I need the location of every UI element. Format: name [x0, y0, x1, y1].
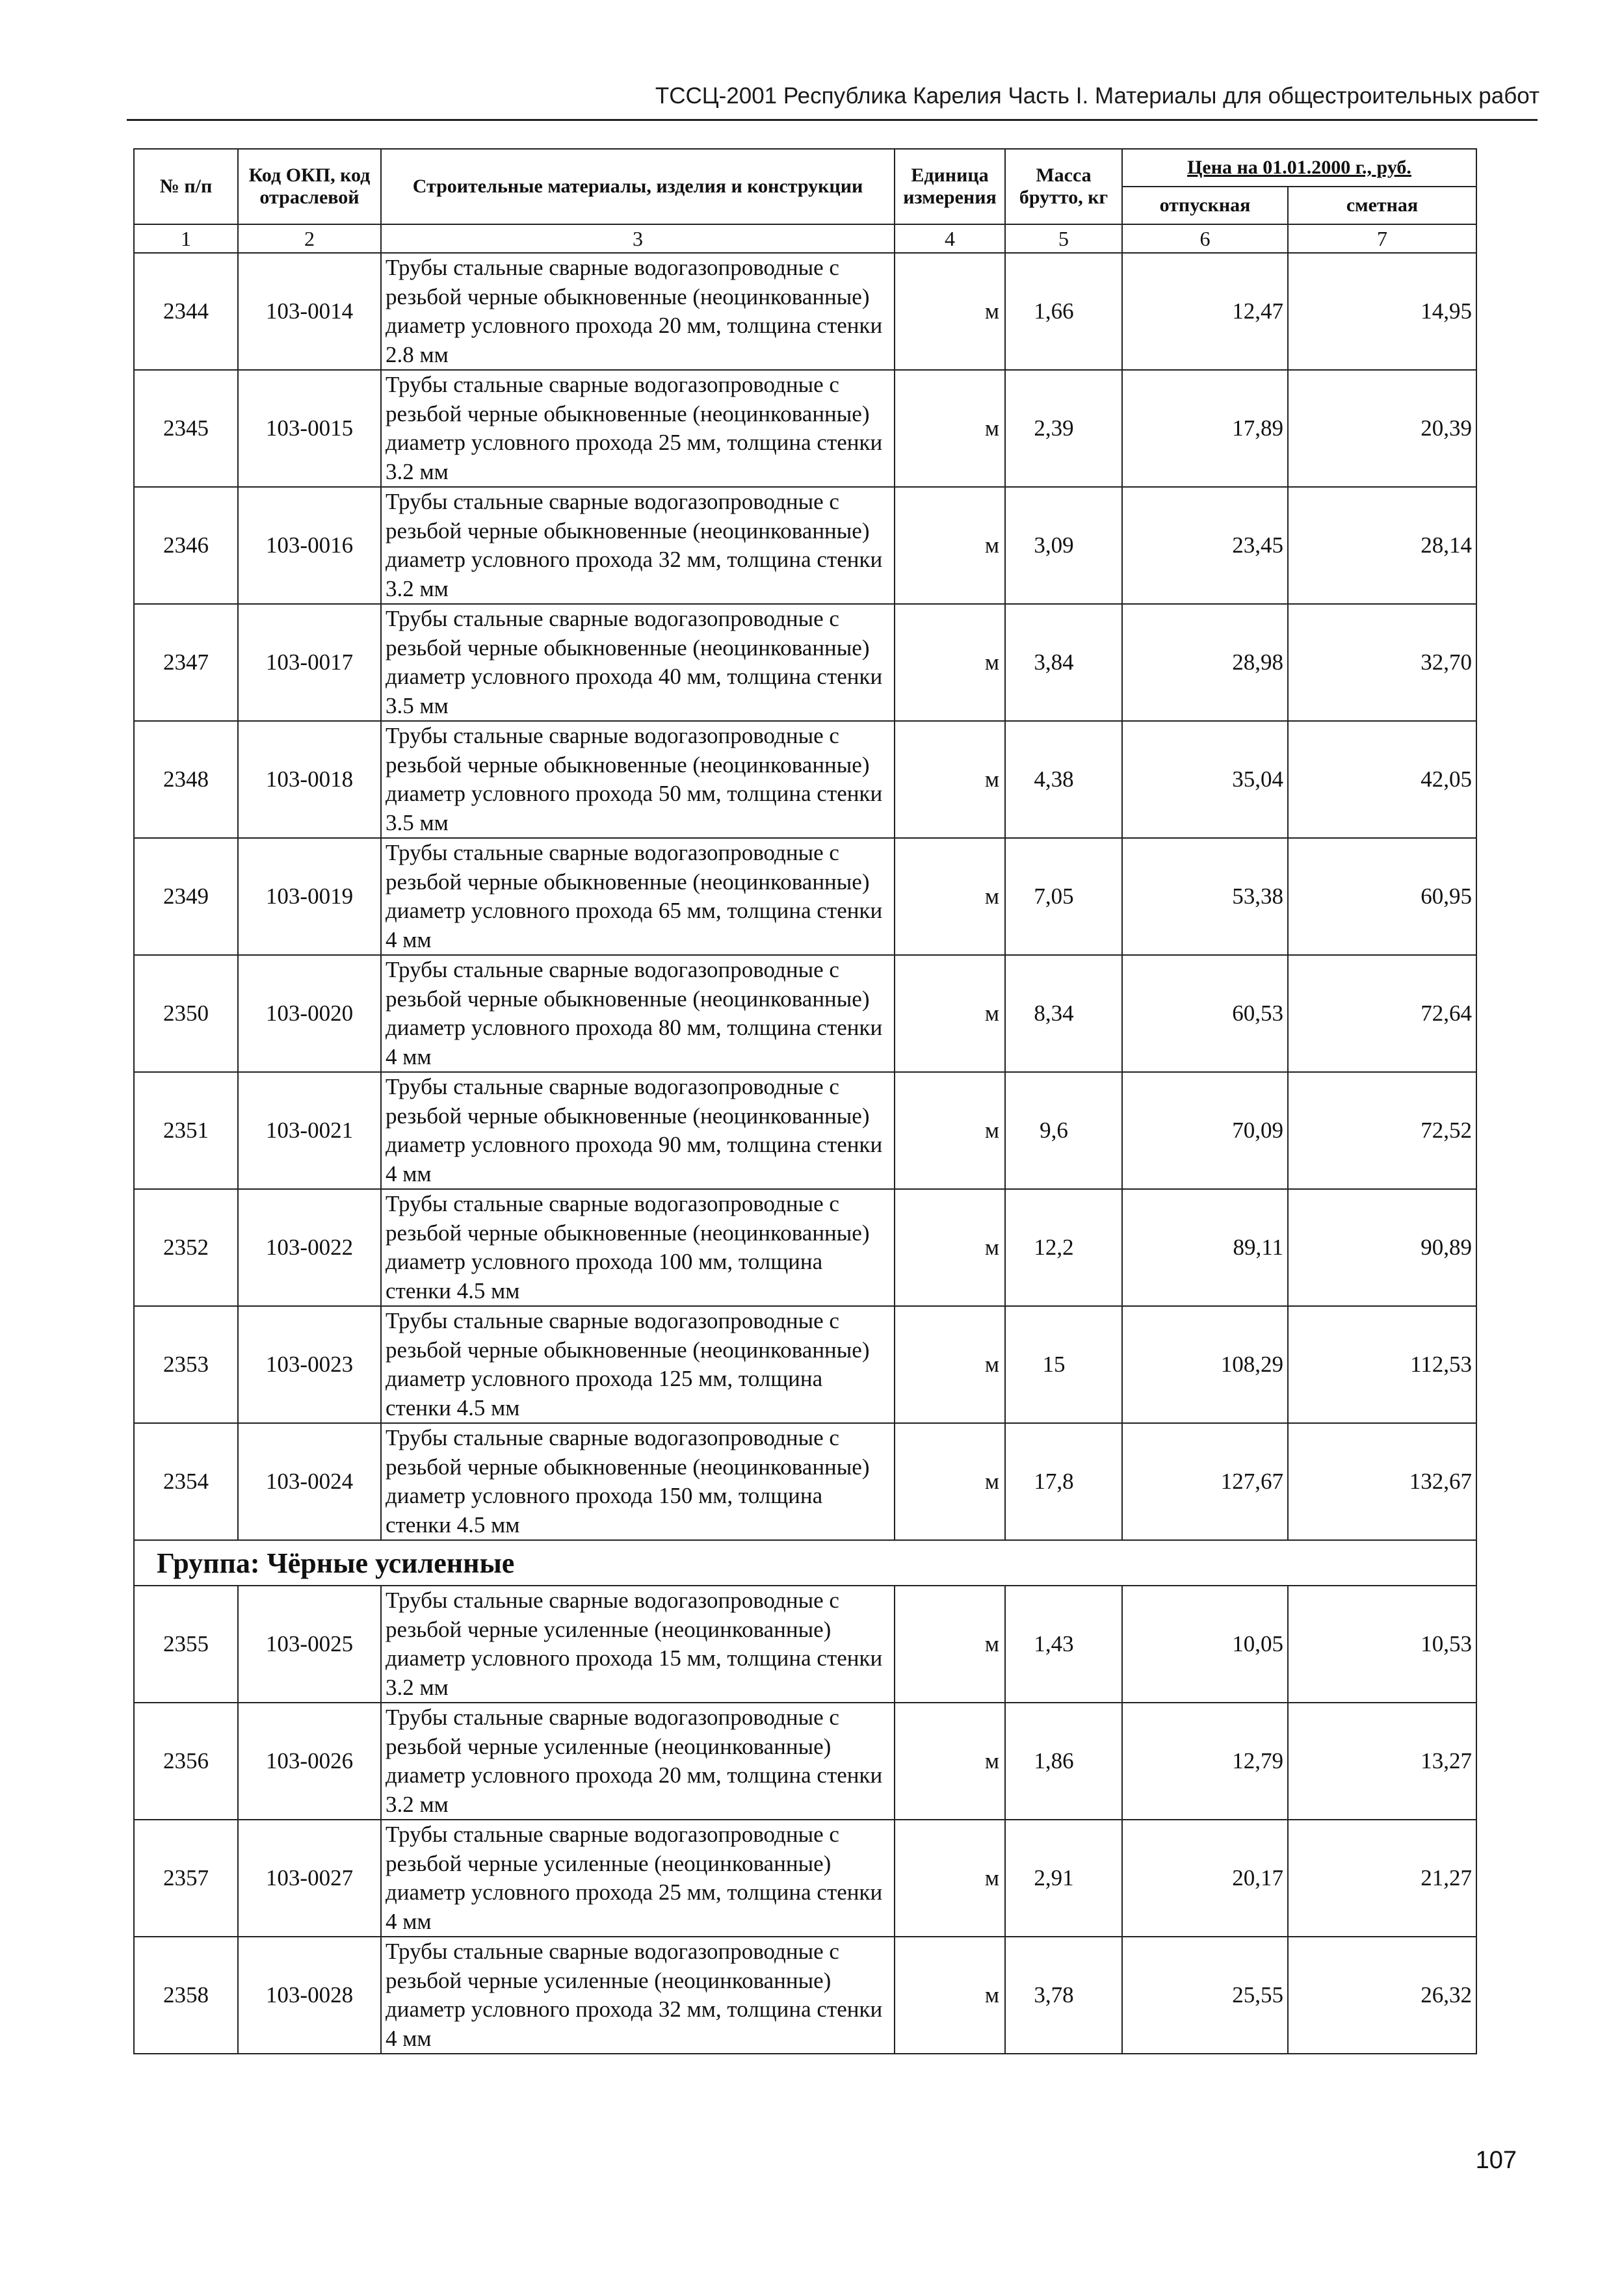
row-number: 2349	[134, 838, 238, 955]
unit-of-measure: м	[895, 604, 1005, 721]
estimate-price: 90,89	[1288, 1189, 1476, 1306]
table-row	[134, 1189, 1476, 1306]
header-code: Код ОКП, код отраслевой	[238, 149, 381, 224]
table-row	[134, 604, 1476, 721]
estimate-price: 112,53	[1288, 1306, 1476, 1423]
gross-mass: 4,38	[1005, 721, 1122, 838]
header-price-release: отпускная	[1122, 187, 1288, 224]
unit-of-measure: м	[895, 1423, 1005, 1540]
header-price-group: Цена на 01.01.2000 г., руб.	[1122, 149, 1476, 187]
release-price: 127,67	[1122, 1423, 1288, 1540]
unit-of-measure: м	[895, 1937, 1005, 2054]
page-number: 107	[1475, 2147, 1517, 2174]
material-description: Трубы стальные сварные водогазопроводные с резьбой черные обыкновенные (неоцинкованные) диаметр условного прохода 80 мм, толщина стенки 4 мм	[381, 955, 895, 1072]
estimate-price: 10,53	[1288, 1586, 1476, 1703]
column-number: 2	[238, 224, 381, 253]
okp-code: 103-0019	[238, 838, 381, 955]
table-row	[134, 1423, 1476, 1540]
row-number: 2355	[134, 1586, 238, 1703]
okp-code: 103-0028	[238, 1937, 381, 2054]
running-header: ТССЦ-2001 Республика Карелия Часть I. Материалы для общестроительных работ	[655, 83, 1539, 109]
table-row	[134, 1937, 1476, 2054]
okp-code: 103-0022	[238, 1189, 381, 1306]
release-price: 10,05	[1122, 1586, 1288, 1703]
okp-code: 103-0025	[238, 1586, 381, 1703]
price-table	[133, 148, 1477, 2054]
material-description: Трубы стальные сварные водогазопроводные с резьбой черные усиленные (неоцинкованные) диаметр условного прохода 25 мм, толщина стенки 4 мм	[381, 1820, 895, 1937]
gross-mass: 8,34	[1005, 955, 1122, 1072]
material-description: Трубы стальные сварные водогазопроводные с резьбой черные усиленные (неоцинкованные) диаметр условного прохода 15 мм, толщина стенки 3.2 мм	[381, 1586, 895, 1703]
table-row	[134, 1820, 1476, 1937]
release-price: 89,11	[1122, 1189, 1288, 1306]
estimate-price: 26,32	[1288, 1937, 1476, 2054]
release-price: 108,29	[1122, 1306, 1288, 1423]
estimate-price: 32,70	[1288, 604, 1476, 721]
gross-mass: 12,2	[1005, 1189, 1122, 1306]
header-num: № п/п	[134, 149, 238, 224]
gross-mass: 3,84	[1005, 604, 1122, 721]
material-description: Трубы стальные сварные водогазопроводные с резьбой черные обыкновенные (неоцинкованные) диаметр условного прохода 150 мм, толщина стенки 4.5 мм	[381, 1423, 895, 1540]
gross-mass: 3,78	[1005, 1937, 1122, 2054]
release-price: 28,98	[1122, 604, 1288, 721]
okp-code: 103-0018	[238, 721, 381, 838]
okp-code: 103-0015	[238, 370, 381, 487]
gross-mass: 17,8	[1005, 1423, 1122, 1540]
row-number: 2348	[134, 721, 238, 838]
okp-code: 103-0026	[238, 1703, 381, 1820]
material-description: Трубы стальные сварные водогазопроводные с резьбой черные обыкновенные (неоцинкованные) диаметр условного прохода 20 мм, толщина стенки 2.8 мм	[381, 253, 895, 370]
table-row	[134, 721, 1476, 838]
rows-before-group	[134, 253, 1476, 1540]
unit-of-measure: м	[895, 253, 1005, 370]
row-number: 2353	[134, 1306, 238, 1423]
estimate-price: 42,05	[1288, 721, 1476, 838]
material-description: Трубы стальные сварные водогазопроводные с резьбой черные обыкновенные (неоцинкованные) диаметр условного прохода 90 мм, толщина стенки 4 мм	[381, 1072, 895, 1189]
material-description: Трубы стальные сварные водогазопроводные с резьбой черные обыкновенные (неоцинкованные) диаметр условного прохода 40 мм, толщина стенки 3.5 мм	[381, 604, 895, 721]
material-description: Трубы стальные сварные водогазопроводные с резьбой черные обыкновенные (неоцинкованные) диаметр условного прохода 25 мм, толщина стенки 3.2 мм	[381, 370, 895, 487]
material-description: Трубы стальные сварные водогазопроводные с резьбой черные усиленные (неоцинкованные) диаметр условного прохода 20 мм, толщина стенки 3.2 мм	[381, 1703, 895, 1820]
okp-code: 103-0014	[238, 253, 381, 370]
table-row	[134, 838, 1476, 955]
okp-code: 103-0020	[238, 955, 381, 1072]
unit-of-measure: м	[895, 721, 1005, 838]
row-number: 2344	[134, 253, 238, 370]
group-heading: Группа: Чёрные усиленные	[134, 1540, 1476, 1586]
unit-of-measure: м	[895, 1586, 1005, 1703]
row-number: 2358	[134, 1937, 238, 2054]
row-number: 2345	[134, 370, 238, 487]
material-description: Трубы стальные сварные водогазопроводные с резьбой черные обыкновенные (неоцинкованные) диаметр условного прохода 50 мм, толщина стенки 3.5 мм	[381, 721, 895, 838]
header-mass: Масса брутто, кг	[1005, 149, 1122, 224]
unit-of-measure: м	[895, 1072, 1005, 1189]
gross-mass: 1,86	[1005, 1703, 1122, 1820]
column-number-row	[134, 224, 1476, 253]
row-number: 2347	[134, 604, 238, 721]
estimate-price: 21,27	[1288, 1820, 1476, 1937]
estimate-price: 72,64	[1288, 955, 1476, 1072]
release-price: 23,45	[1122, 487, 1288, 604]
table-row	[134, 370, 1476, 487]
gross-mass: 1,66	[1005, 253, 1122, 370]
table-row	[134, 1072, 1476, 1189]
row-number: 2352	[134, 1189, 238, 1306]
release-price: 70,09	[1122, 1072, 1288, 1189]
column-number: 7	[1288, 224, 1476, 253]
header-name: Строительные материалы, изделия и конструкции	[381, 149, 895, 224]
release-price: 60,53	[1122, 955, 1288, 1072]
table-row	[134, 1306, 1476, 1423]
unit-of-measure: м	[895, 1189, 1005, 1306]
okp-code: 103-0016	[238, 487, 381, 604]
gross-mass: 3,09	[1005, 487, 1122, 604]
okp-code: 103-0027	[238, 1820, 381, 1937]
release-price: 53,38	[1122, 838, 1288, 955]
rows-after-group	[134, 1586, 1476, 2054]
column-number: 1	[134, 224, 238, 253]
okp-code: 103-0023	[238, 1306, 381, 1423]
release-price: 17,89	[1122, 370, 1288, 487]
material-description: Трубы стальные сварные водогазопроводные с резьбой черные обыкновенные (неоцинкованные) диаметр условного прохода 125 мм, толщина стенки 4.5 мм	[381, 1306, 895, 1423]
release-price: 12,79	[1122, 1703, 1288, 1820]
okp-code: 103-0024	[238, 1423, 381, 1540]
header-divider	[127, 119, 1538, 121]
estimate-price: 72,52	[1288, 1072, 1476, 1189]
unit-of-measure: м	[895, 370, 1005, 487]
material-description: Трубы стальные сварные водогазопроводные с резьбой черные обыкновенные (неоцинкованные) диаметр условного прохода 100 мм, толщина стенки 4.5 мм	[381, 1189, 895, 1306]
table-row	[134, 487, 1476, 604]
estimate-price: 132,67	[1288, 1423, 1476, 1540]
release-price: 35,04	[1122, 721, 1288, 838]
estimate-price: 28,14	[1288, 487, 1476, 604]
unit-of-measure: м	[895, 1703, 1005, 1820]
table-row	[134, 253, 1476, 370]
header-price-estimate: сметная	[1288, 187, 1476, 224]
group-row	[134, 1540, 1476, 1586]
row-number: 2350	[134, 955, 238, 1072]
row-number: 2356	[134, 1703, 238, 1820]
gross-mass: 2,39	[1005, 370, 1122, 487]
column-number: 3	[381, 224, 895, 253]
estimate-price: 60,95	[1288, 838, 1476, 955]
row-number: 2354	[134, 1423, 238, 1540]
gross-mass: 7,05	[1005, 838, 1122, 955]
price-table-container	[133, 148, 1476, 2054]
row-number: 2351	[134, 1072, 238, 1189]
row-number: 2357	[134, 1820, 238, 1937]
gross-mass: 1,43	[1005, 1586, 1122, 1703]
gross-mass: 9,6	[1005, 1072, 1122, 1189]
gross-mass: 2,91	[1005, 1820, 1122, 1937]
estimate-price: 13,27	[1288, 1703, 1476, 1820]
release-price: 25,55	[1122, 1937, 1288, 2054]
column-number: 4	[895, 224, 1005, 253]
okp-code: 103-0021	[238, 1072, 381, 1189]
table-row	[134, 1586, 1476, 1703]
estimate-price: 20,39	[1288, 370, 1476, 487]
unit-of-measure: м	[895, 1820, 1005, 1937]
release-price: 12,47	[1122, 253, 1288, 370]
material-description: Трубы стальные сварные водогазопроводные с резьбой черные обыкновенные (неоцинкованные) диаметр условного прохода 65 мм, толщина стенки 4 мм	[381, 838, 895, 955]
unit-of-measure: м	[895, 955, 1005, 1072]
table-row	[134, 955, 1476, 1072]
release-price: 20,17	[1122, 1820, 1288, 1937]
table-row	[134, 1703, 1476, 1820]
unit-of-measure: м	[895, 838, 1005, 955]
estimate-price: 14,95	[1288, 253, 1476, 370]
unit-of-measure: м	[895, 1306, 1005, 1423]
material-description: Трубы стальные сварные водогазопроводные с резьбой черные обыкновенные (неоцинкованные) диаметр условного прохода 32 мм, толщина стенки 3.2 мм	[381, 487, 895, 604]
okp-code: 103-0017	[238, 604, 381, 721]
header-unit: Единица измерения	[895, 149, 1005, 224]
unit-of-measure: м	[895, 487, 1005, 604]
row-number: 2346	[134, 487, 238, 604]
gross-mass: 15	[1005, 1306, 1122, 1423]
column-number: 6	[1122, 224, 1288, 253]
column-number: 5	[1005, 224, 1122, 253]
material-description: Трубы стальные сварные водогазопроводные с резьбой черные усиленные (неоцинкованные) диаметр условного прохода 32 мм, толщина стенки 4 мм	[381, 1937, 895, 2054]
